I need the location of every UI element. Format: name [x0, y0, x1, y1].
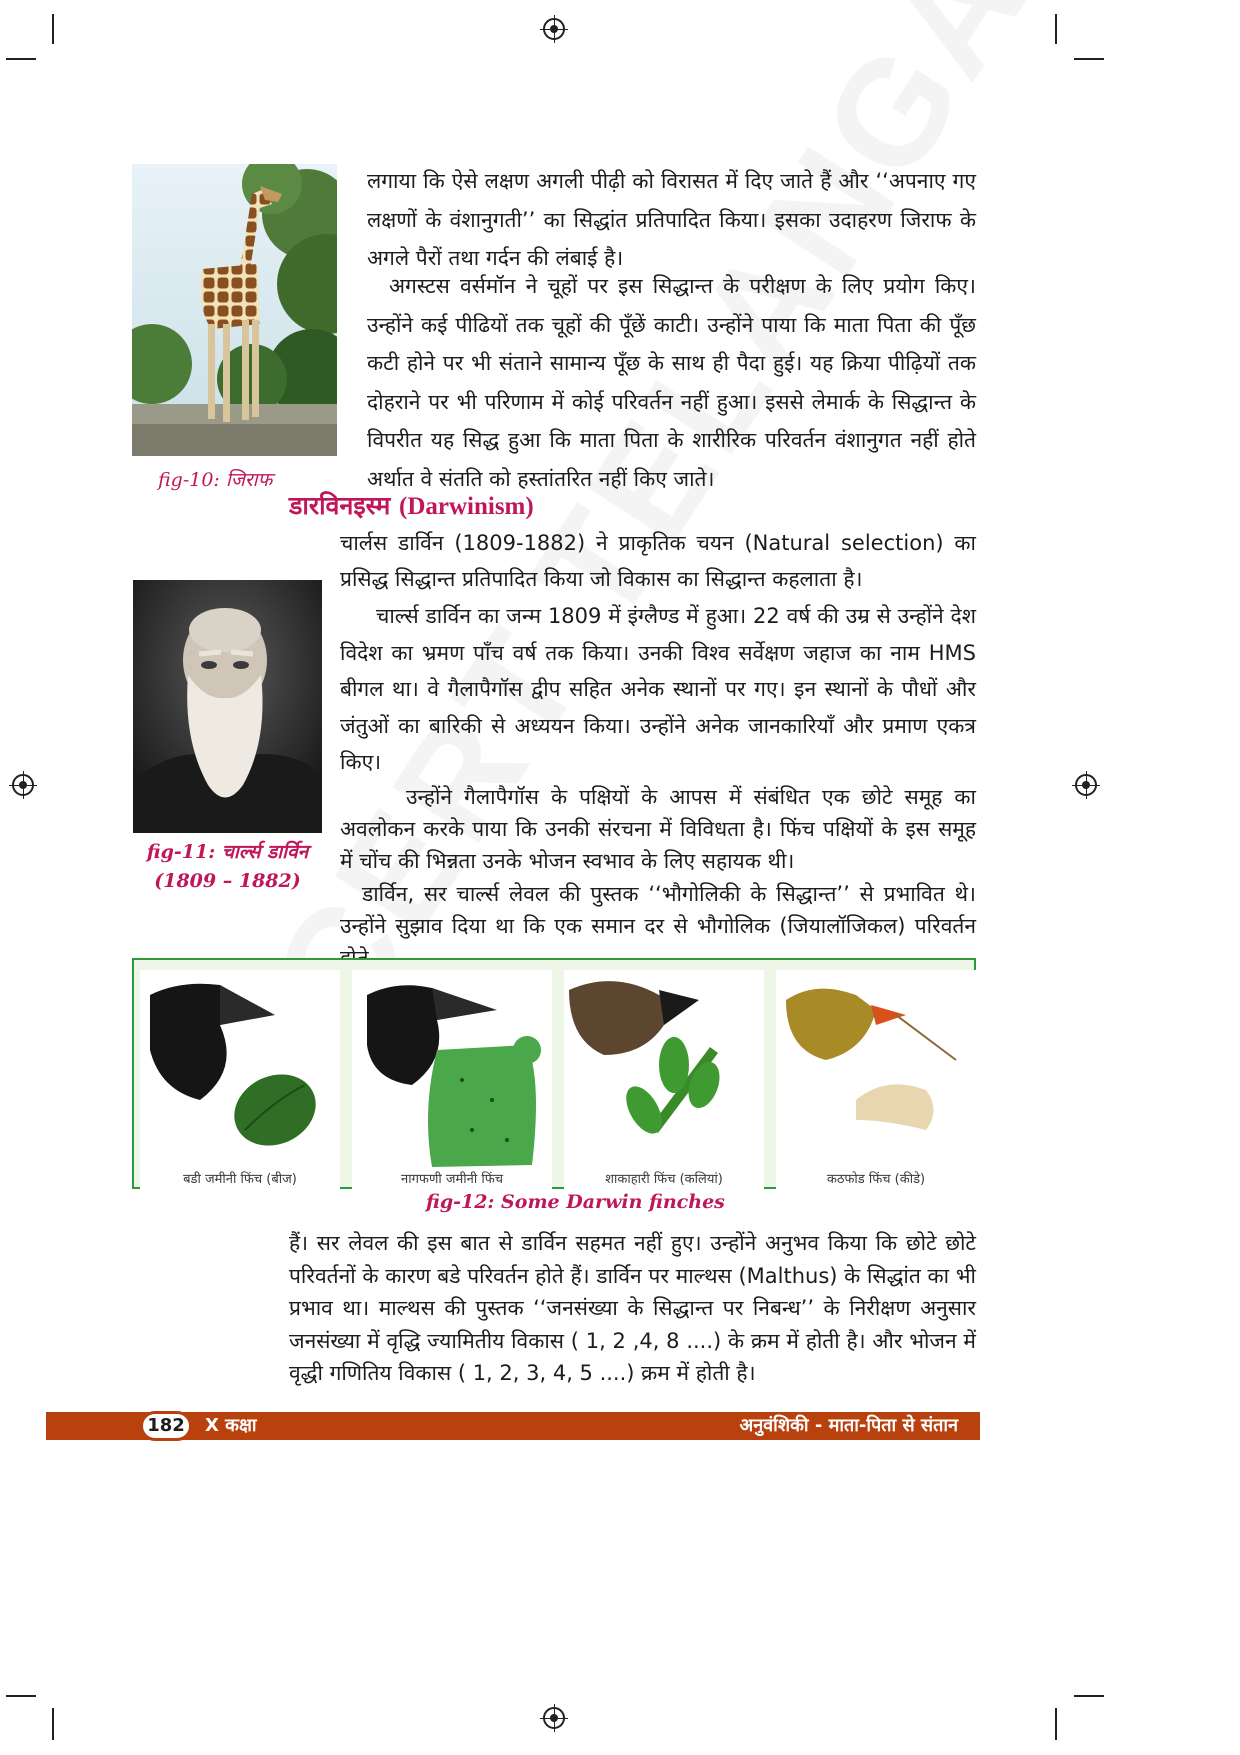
page-number-badge [140, 1411, 192, 1441]
paragraph-6: डार्विन, सर चार्ल्स लेवल की पुस्तक ‘‘भौगोलिकी के सिद्धान्त’’ से प्रभावित थे। उन्होंने सुझाव दिया था कि एक समान दर से भौगोलिक (जियालॉजिकल) परिवर्तन [340, 882, 976, 938]
crop-mark [6, 58, 36, 60]
chapter-title: अनुवंशिकी - माता-पिता से संतान [739, 1415, 958, 1436]
heading-hindi: डारविनइस्म [289, 491, 391, 520]
heading-english: (Darwinism) [399, 493, 534, 520]
crop-mark [1074, 1695, 1104, 1697]
crop-mark [6, 1695, 36, 1697]
paragraph-3: चार्लस डार्विन (1809-1882) ने प्राकृतिक चयन (Natural selection) का प्रसिद्ध सिद्धान्त प्रतिपादित किया जो विकास का सिद्धान्त कहलाता है। [340, 531, 976, 591]
paragraph-1: लगाया कि ऐसे लक्षण अगली पीढ़ी को विरासत में दिए जाते हैं और ‘‘अपनाए गए लक्षणों के वंशानुगती’’ का सिद्धांत प्रतिपादित किया। इसका उदाहरण जिराफ के अगले पैरों तथा गर्दन की लंबाई है। [367, 169, 976, 271]
crop-mark [52, 1708, 54, 1740]
registration-mark-icon [1075, 774, 1097, 796]
fig12-caption: fig-12: Some Darwin finches [426, 1191, 725, 1213]
giraffe-photo [132, 164, 337, 456]
registration-mark-icon [543, 18, 565, 40]
finch-panel [564, 970, 764, 1193]
fig11-caption-years: (1809 – 1882) [154, 870, 301, 892]
finch-label: बडी जमीनी फिंच (बीज) [183, 1172, 297, 1187]
crop-mark [52, 14, 54, 44]
finch-panel [140, 970, 340, 1193]
class-label: X कक्षा [205, 1415, 257, 1436]
registration-mark-icon [543, 1707, 565, 1729]
finch-label: नागफणी जमीनी फिंच [401, 1172, 503, 1187]
crop-mark [1055, 1708, 1057, 1740]
finch-label: शाकाहारी फिंच (कलियां) [605, 1172, 723, 1187]
registration-mark-icon [12, 774, 34, 796]
paragraph-7: हैं। सर लेवल की इस बात से डार्विन सहमत नहीं हुए। उन्होंने अनुभव किया कि छोटे छोटे परिवर्तनों के कारण बडे परिवर्तन होते हैं। डार्विन पर माल्थस (Malthus) के सिद्धांत का भी प्रभाव था। माल्थस की पुस्तक ‘‘जनसंख्या के सिद्धान्त पर निबन्ध’’ के निरीक्षण अनुसार जनसंख्या में वृद्धि ज्यामितीय विकास ( 1, 2 ,4, 8 ....) के क्रम में होती है। और भोजन में वृद्धी गणितिय विकास ( 1, 2, 3, 4, 5 ....) क्रम में होती है। [289, 1231, 976, 1385]
finch-panel [352, 970, 552, 1193]
darwin-portrait-photo [133, 580, 322, 833]
crop-mark [1074, 58, 1104, 60]
paragraph-4: चार्ल्स डार्विन का जन्म 1809 में इंग्लैण्ड में हुआ। 22 वर्ष की उम्र से उन्होंने देश विदेश का भ्रमण पाँच वर्ष तक किया। उनकी विश्व सर्वेक्षण जहाज का नाम HMS बीगल था। वे गैलापैगॉस द्वीप सहित अनेक स्थानों पर गए। इन स्थानों के पौधों और जंतुओं का बारिकी से अध्ययन किया। उन्होंने अनेक जानकारियाँ और प्रमाण एकत्र किए। [340, 604, 976, 774]
fig10-caption: fig-10: जिराफ [158, 469, 273, 491]
finch-panel [776, 970, 976, 1193]
finch-label: कठफोड फिंच (कीडे) [826, 1172, 926, 1187]
fig11-caption [133, 838, 322, 896]
finches-figure [132, 958, 976, 1189]
paragraph-5: उन्होंने गैलापैगॉस के पक्षियों के आपस में संबंधित एक छोटे समूह का अवलोकन करके पाया कि उनकी संरचना में विविधता है। फिंच पक्षियों के इस समूह में चोंच की भिन्नता उनके भोजन स्वभाव के लिए सहायक थी। [340, 785, 976, 873]
page-number: 182 [147, 1415, 185, 1436]
fig11-caption-name: fig-11: चार्ल्स डार्विन [146, 841, 309, 863]
section-heading [289, 488, 534, 522]
paragraph-2: अगस्टस वर्समॉन ने चूहों पर इस सिद्धान्त के परीक्षण के लिए प्रयोग किए। उन्होंने कई पीढियों तक चूहों की पूँछें काटी। उन्होंने पाया कि माता पिता की पूँछ कटी होने पर भी संताने सामान्य पूँछ के साथ ही पैदा हुई। यह क्रिया पीढ़ियों तक दोहराने पर भी परिणाम में कोई परिवर्तन नहीं हुआ। इससे लेमार्क के सिद्धान्त के विपरीत यह सिद्ध हुआ कि माता पिता के शारीरिक परिवर्तन वंशानुगत नहीं होते अर्थात वे संतति को हस्तांतरित नहीं किए जाते। [367, 274, 976, 491]
